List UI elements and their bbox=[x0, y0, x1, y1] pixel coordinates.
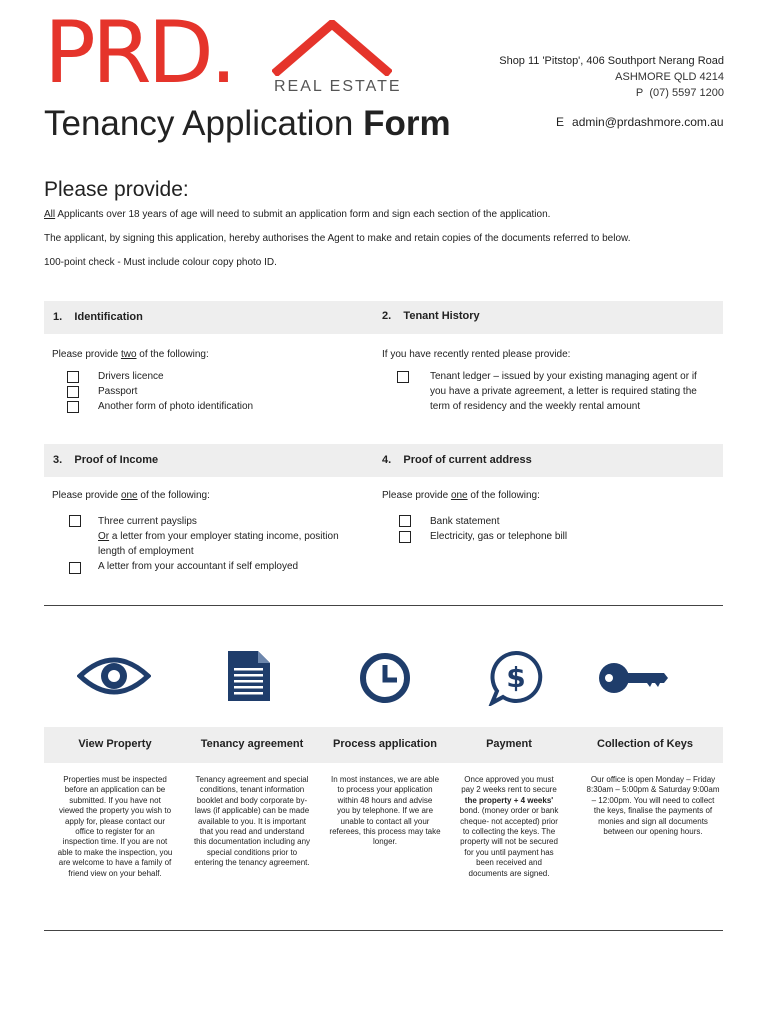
logo-subtitle: REAL ESTATE bbox=[274, 78, 402, 95]
phone: P (07) 5597 1200 bbox=[635, 87, 724, 99]
checkbox-utility-bill[interactable] bbox=[399, 531, 411, 543]
clock-icon bbox=[359, 652, 411, 704]
step-title-tenancy-agreement: Tenancy agreement bbox=[200, 738, 304, 750]
step-title-collection-keys: Collection of Keys bbox=[597, 738, 693, 750]
intro-paragraph-2: The applicant, by signing this application, hereby authorises the Agent to make and retain copies of the documents referred to below. bbox=[44, 233, 631, 244]
svg-text:$: $ bbox=[506, 661, 526, 694]
step-text-payment: Once approved you must pay 2 weeks rent to secure the property + 4 weeks' bond. (money order or bank cheque- not accepted) prior to collecting the keys. The property will not be secured for you until payment has been received and documents are signed. bbox=[459, 775, 559, 878]
section-4-prompt: Please provide one of the following: bbox=[382, 490, 540, 501]
step-text-tenancy-agreement: Tenancy agreement and special conditions, tenant information booklet and body corporate by- laws (if applicable) can be made available to you. It is important that you read and understand this documentation including any special conditions prior to entering the tenancy agreement. bbox=[193, 775, 311, 868]
checkbox-bank-statement[interactable] bbox=[399, 515, 411, 527]
item-utility-bill: Electricity, gas or telephone bill bbox=[430, 531, 568, 542]
divider-top bbox=[44, 605, 723, 606]
intro-heading: Please provide: bbox=[44, 178, 189, 201]
intro-paragraph-1: All Applicants over 18 years of age will need to submit an application form and sign each section of the application. bbox=[44, 209, 551, 220]
step-title-process-application: Process application bbox=[333, 738, 437, 750]
item-drivers-licence: Drivers licence bbox=[98, 371, 164, 382]
section-4-heading: 4. Proof of current address bbox=[382, 454, 532, 466]
step-title-payment: Payment bbox=[486, 738, 532, 750]
roof-logo-icon bbox=[272, 20, 392, 76]
section-2-heading: 2. Tenant History bbox=[382, 310, 480, 322]
checkbox-accountant-letter[interactable] bbox=[69, 562, 81, 574]
section-4-items bbox=[430, 514, 567, 544]
tenant-ledger-line1: Tenant ledger – issued by your existing managing agent or if bbox=[430, 371, 697, 382]
checkbox-payslips[interactable] bbox=[69, 515, 81, 527]
checkbox-photo-id[interactable] bbox=[67, 401, 79, 413]
section-3-heading: 3. Proof of Income bbox=[53, 454, 159, 466]
checkbox-drivers-licence[interactable] bbox=[67, 371, 79, 383]
tenant-ledger-line2: you have a private agreement, a letter is required stating the bbox=[430, 386, 697, 397]
page-title: Tenancy Application Form bbox=[44, 104, 451, 143]
item-accountant-letter: A letter from your accountant if self employed bbox=[98, 561, 299, 572]
section-3-items bbox=[98, 514, 339, 574]
divider-bottom bbox=[44, 930, 723, 931]
section-2-item bbox=[430, 369, 697, 414]
section-1-items bbox=[98, 369, 253, 414]
step-title-view-property: View Property bbox=[78, 738, 152, 750]
item-employer-letter: Or a letter from your employer stating income, position bbox=[98, 531, 339, 542]
address-line1: Shop 11 'Pitstop', 406 Southport Nerang Road bbox=[499, 55, 724, 67]
checkbox-passport[interactable] bbox=[67, 386, 79, 398]
email[interactable]: E admin@prdashmore.com.au bbox=[556, 115, 724, 129]
step-text-process-application: In most instances, we are able to process your application within 48 hours and advise you by telephone. If we are unable to contact all your referees, this process may take longer. bbox=[329, 775, 441, 847]
intro-paragraph-3: 100-point check - Must include colour copy photo ID. bbox=[44, 257, 277, 268]
office-address bbox=[499, 53, 724, 101]
item-passport: Passport bbox=[98, 386, 138, 397]
checkbox-tenant-ledger[interactable] bbox=[397, 371, 409, 383]
section-2-prompt: If you have recently rented please provide: bbox=[382, 349, 571, 360]
item-photo-id: Another form of photo identification bbox=[98, 401, 254, 412]
section-3-prompt: Please provide one of the following: bbox=[52, 490, 210, 501]
section-1-prompt: Please provide two of the following: bbox=[52, 349, 209, 360]
item-employer-letter-line2: length of employment bbox=[98, 546, 194, 557]
step-text-collection-keys: Our office is open Monday – Friday 8:30am – 5:00pm & Saturday 9:00am – 12:00pm. You will need to collect the keys, finalise the payments of monies and sign all documents between our opening hours. bbox=[586, 775, 720, 837]
dollar-bubble-icon bbox=[488, 650, 544, 706]
eye-icon bbox=[77, 652, 151, 700]
step-text-view-property: Properties must be inspected before an application can be submitted. If you have not viewed the property you wish to apply for, please contact our office to register for an inspection time. If you are not able to make the inspection, you are welcome to have a family of friend view on your behalf. bbox=[57, 775, 173, 878]
section-1-heading: 1. Identification bbox=[53, 311, 143, 323]
item-payslips: Three current payslips bbox=[98, 516, 197, 527]
item-bank-statement: Bank statement bbox=[430, 516, 500, 527]
key-icon bbox=[598, 660, 670, 696]
document-icon bbox=[227, 650, 271, 702]
address-line2: ASHMORE QLD 4214 bbox=[615, 71, 724, 83]
prd-logo: PRD. bbox=[44, 3, 234, 103]
tenant-ledger-line3: term of residency and the weekly rental amount bbox=[430, 401, 641, 412]
